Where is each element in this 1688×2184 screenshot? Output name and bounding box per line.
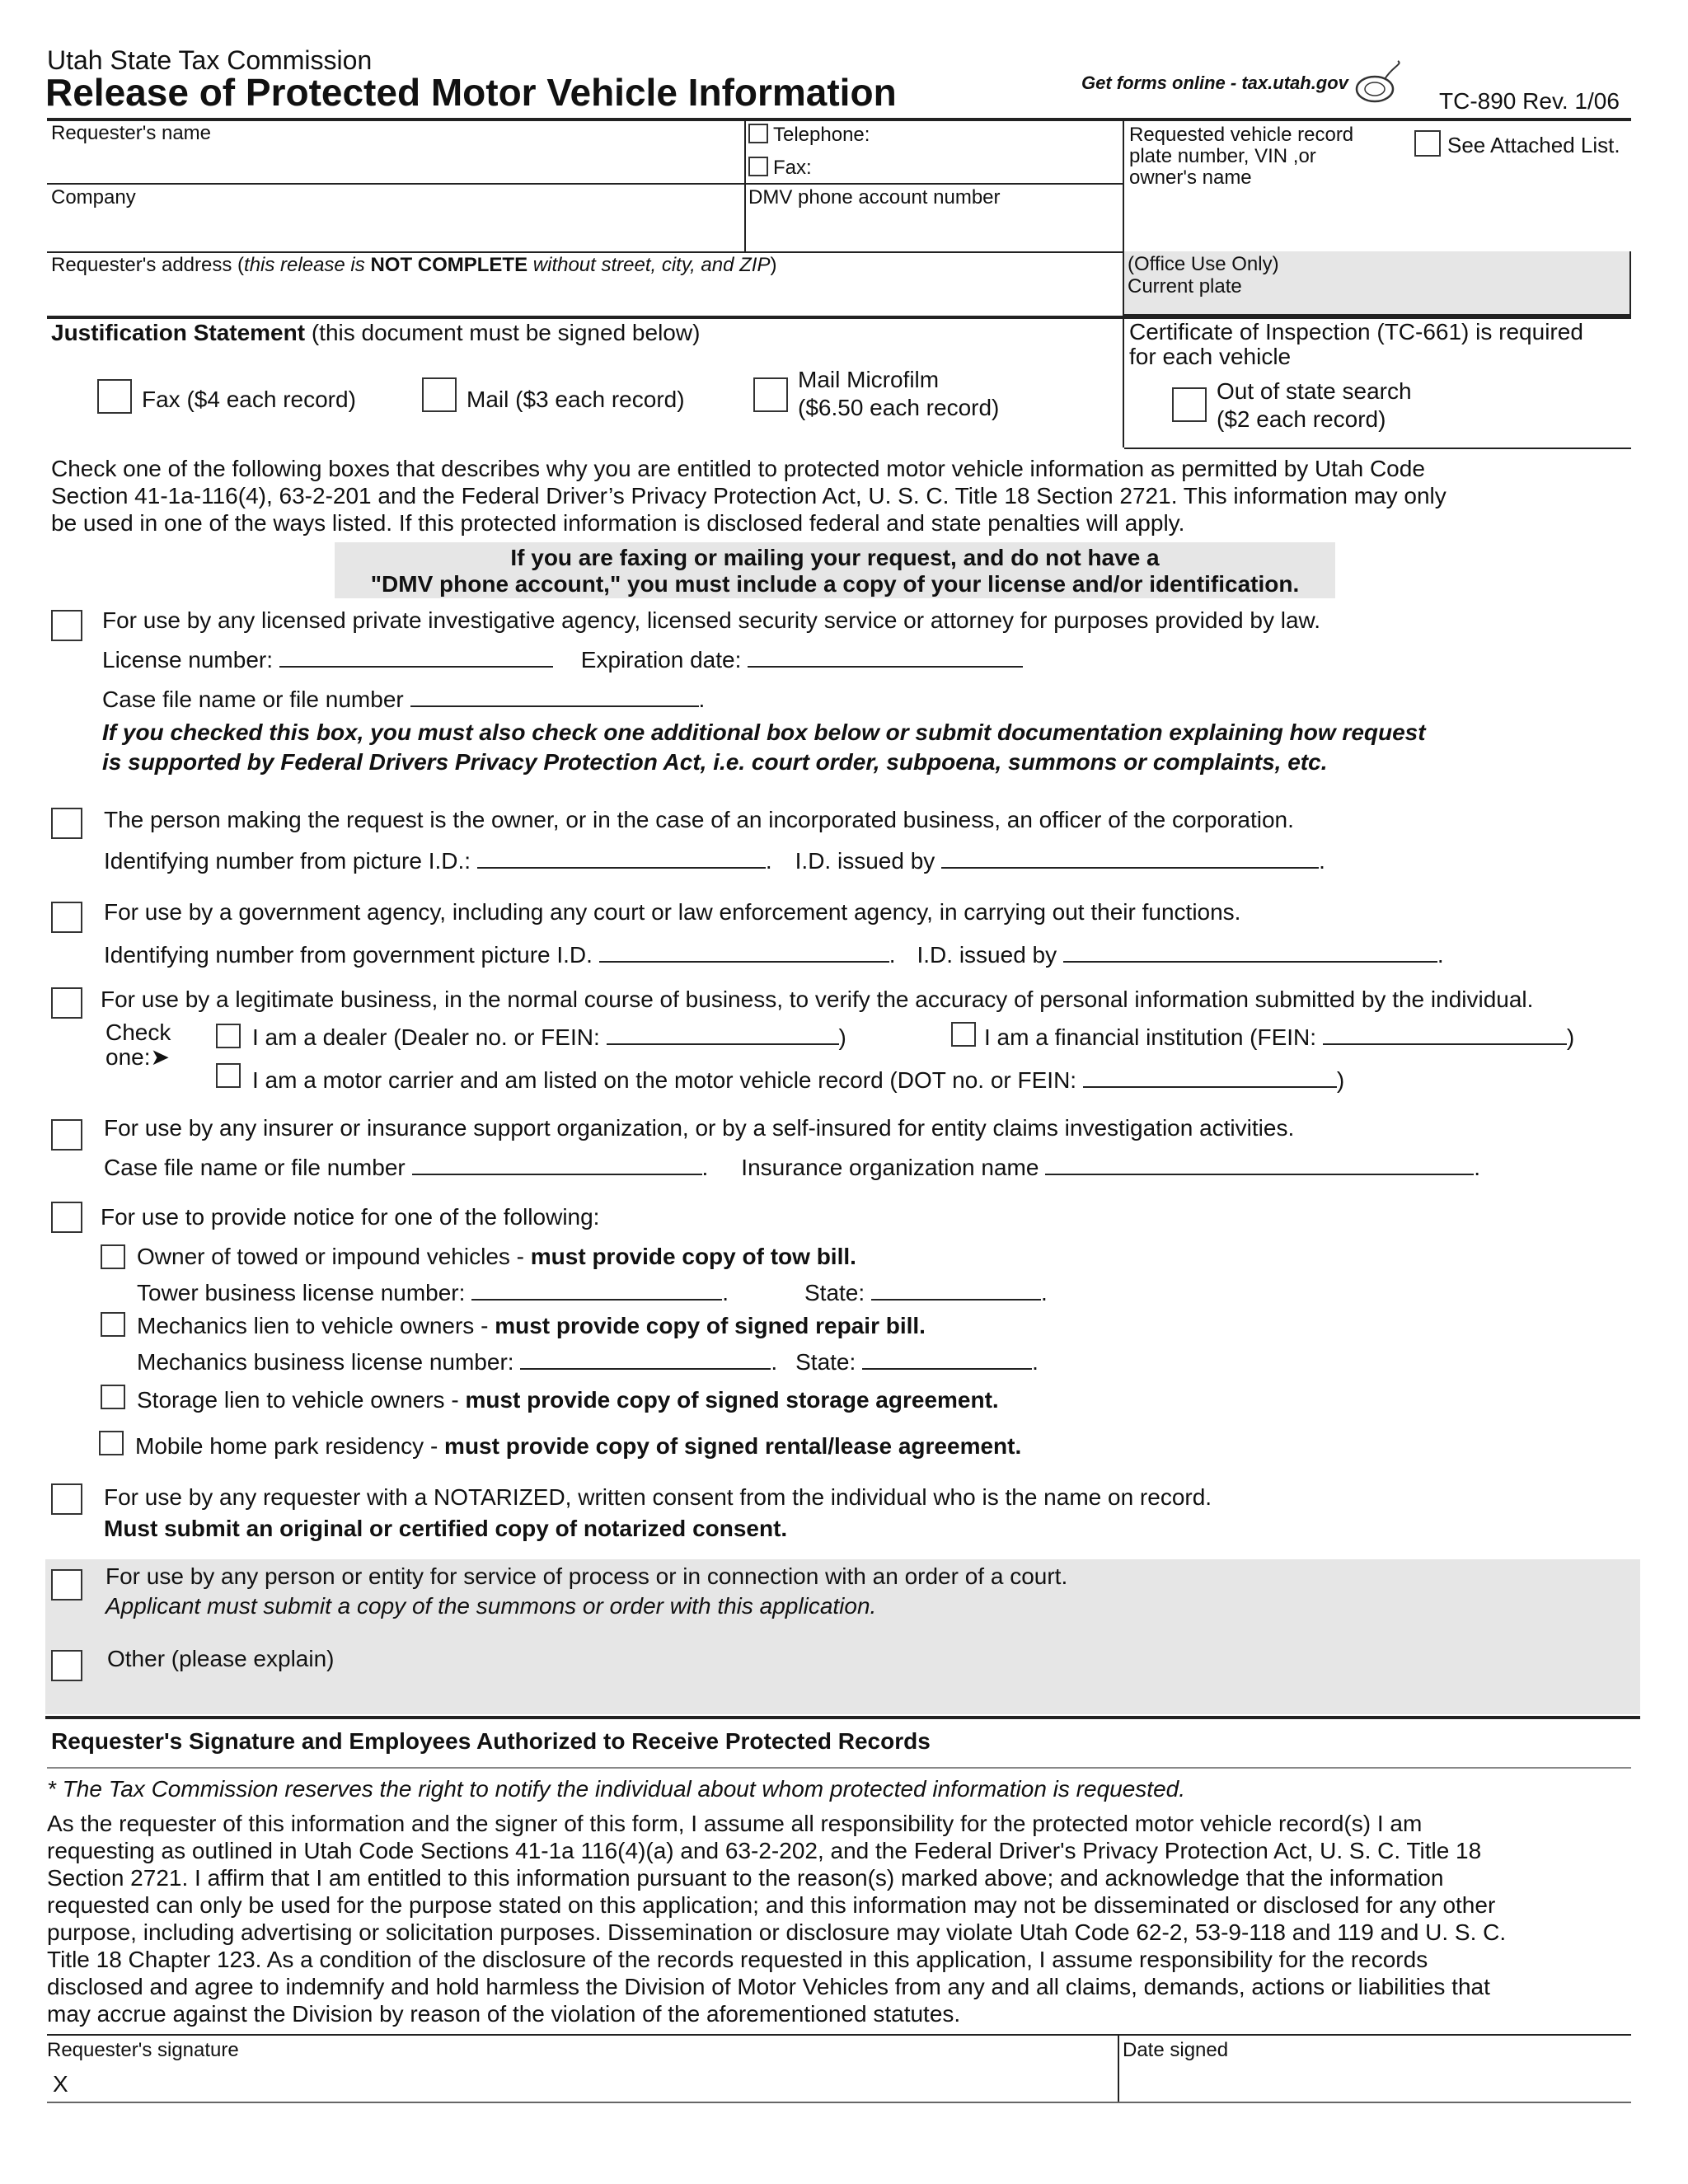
owner-label: The person making the request is the owner, or in the case of an incorporated business, an officer of the corporation. xyxy=(104,807,1294,832)
dealer-row: I am a dealer (Dealer no. or FEIN: ) xyxy=(252,1022,846,1052)
notice-line-1: If you are faxing or mailing your request, and do not have a xyxy=(510,545,1160,570)
microfilm-label-1: Mail Microfilm xyxy=(798,367,940,392)
business-checkbox[interactable] xyxy=(51,987,82,1019)
microfilm-label-2: ($6.50 each record) xyxy=(798,395,1000,420)
office-use-label: (Office Use Only) xyxy=(1128,253,1279,275)
telephone-label: Telephone: xyxy=(773,124,870,146)
motor-carrier-row: I am a motor carrier and am listed on the motor vehicle record (DOT no. or FEIN: ) xyxy=(252,1065,1344,1094)
notarized-label: For use by any requester with a NOTARIZED, written consent from the individual who is the name on record. xyxy=(104,1484,1212,1510)
gov-picture-id-field[interactable] xyxy=(599,940,889,963)
storage-checkbox[interactable] xyxy=(101,1385,125,1409)
out-of-state-checkbox[interactable] xyxy=(1172,387,1207,422)
owner-checkbox[interactable] xyxy=(51,808,82,839)
requested-record-label-1: Requested vehicle record xyxy=(1129,124,1354,146)
form-id: TC-890 Rev. 1/06 xyxy=(1439,88,1620,114)
requested-record-label-2: plate number, VIN ,or xyxy=(1129,145,1316,167)
business-label: For use by a legitimate business, in the normal course of business, to verify the accuracy of personal information submitted by the individual. xyxy=(101,987,1534,1012)
dmv-account-label: DMV phone account number xyxy=(748,186,1001,209)
notice-checkbox[interactable] xyxy=(51,1202,82,1233)
affirmation-line-5: purpose, including advertising or solicitation purposes. Dissemination or disclosure may violate Utah Code 62-2, 53-9-118 and 119 and U. S. C. xyxy=(47,1919,1507,1945)
insurer-checkbox[interactable] xyxy=(51,1119,82,1151)
check-one-label-2: one:➤ xyxy=(106,1044,170,1070)
affirmation-line-4: requested can only be used for the purpose stated on this application; and this information may not be disseminated or disclosed for any other xyxy=(47,1892,1496,1918)
financial-row: I am a financial institution (FEIN: ) xyxy=(984,1022,1574,1052)
current-plate-label: Current plate xyxy=(1128,275,1242,298)
financial-checkbox[interactable] xyxy=(951,1022,976,1047)
see-attached-checkbox[interactable] xyxy=(1414,130,1441,157)
dealer-fein-field[interactable] xyxy=(607,1022,839,1045)
investigative-label: For use by any licensed private investigative agency, licensed security service or attorney for purposes provided by law. xyxy=(102,607,1320,633)
case-file-row: Case file name or file number . xyxy=(102,684,705,714)
mobile-home-checkbox[interactable] xyxy=(99,1431,124,1455)
license-number-row: License number: Expiration date: xyxy=(102,644,1023,674)
government-checkbox[interactable] xyxy=(51,902,82,933)
dot-fein-field[interactable] xyxy=(1083,1065,1337,1088)
tower-license-field[interactable] xyxy=(471,1277,722,1301)
intro-line-3: be used in one of the ways listed. If this protected information is disclosed federal and state penalties will apply. xyxy=(51,510,1185,536)
fax-fee-checkbox[interactable] xyxy=(97,379,132,414)
dealer-checkbox[interactable] xyxy=(216,1024,241,1048)
signature-x-mark[interactable]: X xyxy=(53,2071,68,2097)
notice-label: For use to provide notice for one of the following: xyxy=(101,1204,600,1230)
other-label: Other (please explain) xyxy=(107,1646,335,1671)
intro-line-2: Section 41-1a-116(4), 63-2-201 and the Federal Driver’s Privacy Protection Act, U. S. C. Title 18 Section 2721. This information may only xyxy=(51,483,1447,509)
affirmation-line-6: Title 18 Chapter 123. As a condition of the disclosure of the records requested in this application, I assume responsibility for the records xyxy=(47,1947,1428,1972)
insurance-org-field[interactable] xyxy=(1045,1152,1474,1175)
see-attached-label: See Attached List. xyxy=(1447,133,1620,157)
agency-name: Utah State Tax Commission xyxy=(47,45,373,75)
justification-heading: Justification Statement (this document must be signed below) xyxy=(51,320,701,345)
mechanics-license-row: Mechanics business license number: . State: . xyxy=(137,1347,1039,1376)
affirmation-line-2: requesting as outlined in Utah Code Sections 41-1a 116(4)(a) and 63-2-202, and the Federal Driver's Privacy Protection Act, U. S. C. Title 18 xyxy=(47,1838,1482,1863)
towed-label: Owner of towed or impound vehicles - must provide copy of tow bill. xyxy=(137,1244,856,1269)
tower-state-field[interactable] xyxy=(871,1277,1041,1301)
mechanics-state-field[interactable] xyxy=(862,1347,1032,1370)
picture-id-field[interactable] xyxy=(477,846,766,869)
mobile-home-label: Mobile home park residency - must provide copy of signed rental/lease agreement. xyxy=(135,1433,1022,1459)
company-label: Company xyxy=(51,186,136,209)
other-checkbox[interactable] xyxy=(51,1650,82,1681)
financial-fein-field[interactable] xyxy=(1323,1022,1567,1045)
case-file-field[interactable] xyxy=(410,684,699,707)
fax-checkbox[interactable] xyxy=(748,157,768,176)
investigative-note-2: is supported by Federal Drivers Privacy Protection Act, i.e. court order, subpoena, summons or complaints, etc. xyxy=(102,749,1328,775)
signature-section-title: Requester's Signature and Employees Authorized to Receive Protected Records xyxy=(51,1728,931,1754)
fax-label: Fax: xyxy=(773,157,812,179)
expiration-date-field[interactable] xyxy=(748,644,1023,668)
motor-carrier-checkbox[interactable] xyxy=(216,1063,241,1088)
certificate-note-1: Certificate of Inspection (TC-661) is required xyxy=(1129,319,1583,344)
out-of-state-label-1: Out of state search xyxy=(1217,378,1412,404)
requested-record-label-3: owner's name xyxy=(1129,166,1252,189)
intro-line-1: Check one of the following boxes that describes why you are entitled to protected motor vehicle information as permitted by Utah Code xyxy=(51,456,1425,481)
mouse-logo-icon xyxy=(1352,58,1404,109)
mechanics-license-field[interactable] xyxy=(520,1347,771,1370)
gov-id-issued-by-field[interactable] xyxy=(1063,940,1437,963)
certificate-note-2: for each vehicle xyxy=(1129,344,1292,369)
microfilm-fee-checkbox[interactable] xyxy=(753,377,788,412)
requester-name-label: Requester's name xyxy=(51,122,212,144)
affirmation-line-8: may accrue against the Division by reason of the violation of the aforementioned statutes. xyxy=(47,2001,961,2027)
service-label: For use by any person or entity for service of process or in connection with an order of a court. xyxy=(106,1563,1068,1589)
tower-license-row: Tower business license number: . State: . xyxy=(137,1277,1048,1307)
affirmation-line-3: Section 2721. I affirm that I am entitled to this information pursuant to the reason(s) marked above; and acknowledge that the information xyxy=(47,1865,1444,1891)
notarized-checkbox[interactable] xyxy=(51,1483,82,1515)
storage-label: Storage lien to vehicle owners - must provide copy of signed storage agreement. xyxy=(137,1387,999,1413)
notarized-note: Must submit an original or certified copy of notarized consent. xyxy=(104,1516,788,1541)
insurer-label: For use by any insurer or insurance support organization, or by a self-insured for entity claims investigation activities. xyxy=(104,1115,1295,1141)
fax-fee-label: Fax ($4 each record) xyxy=(142,387,356,412)
telephone-checkbox[interactable] xyxy=(748,124,768,143)
service-note: Applicant must submit a copy of the summons or order with this application. xyxy=(106,1593,877,1619)
license-number-field[interactable] xyxy=(279,644,553,668)
insurer-case-file-field[interactable] xyxy=(412,1152,702,1175)
form-title: Release of Protected Motor Vehicle Information xyxy=(45,71,897,114)
service-checkbox[interactable] xyxy=(51,1569,82,1601)
check-one-label-1: Check xyxy=(106,1019,171,1045)
affirmation-line-7: disclosed and agree to indemnify and hold harmless the Division of Motor Vehicles from any and all claims, demands, actions or liabilities that xyxy=(47,1974,1490,1999)
out-of-state-label-2: ($2 each record) xyxy=(1217,406,1386,432)
government-label: For use by a government agency, including any court or law enforcement agency, in carrying out their functions. xyxy=(104,899,1241,925)
gov-picture-id-row: Identifying number from government picture I.D. . I.D. issued by . xyxy=(104,940,1444,969)
mechanics-checkbox[interactable] xyxy=(101,1312,125,1337)
online-link[interactable]: Get forms online - tax.utah.gov xyxy=(1081,73,1348,93)
mail-fee-label: Mail ($3 each record) xyxy=(467,387,685,412)
id-issued-by-field[interactable] xyxy=(941,846,1319,869)
affirmation-line-1: As the requester of this information and the signer of this form, I assume all responsibility for the protected motor vehicle record(s) I am xyxy=(47,1811,1423,1836)
notice-line-2: "DMV phone account," you must include a copy of your license and/or identification. xyxy=(370,571,1300,597)
reserve-note: * The Tax Commission reserves the right to notify the individual about whom protected information is requested. xyxy=(47,1776,1185,1802)
date-signed-label: Date signed xyxy=(1123,2039,1229,2061)
investigative-checkbox[interactable] xyxy=(51,610,82,641)
investigative-note-1: If you checked this box, you must also check one additional box below or submit documentation explaining how request xyxy=(102,719,1426,745)
towed-checkbox[interactable] xyxy=(101,1244,125,1269)
address-label: Requester's address (this release is NOT COMPLETE without street, city, and ZIP) xyxy=(51,254,777,276)
mail-fee-checkbox[interactable] xyxy=(422,377,457,412)
picture-id-row: Identifying number from picture I.D.: . I.D. issued by . xyxy=(104,846,1325,875)
insurer-row: Case file name or file number . Insurance organization name . xyxy=(104,1152,1480,1182)
requester-signature-label: Requester's signature xyxy=(47,2039,239,2061)
mechanics-label: Mechanics lien to vehicle owners - must provide copy of signed repair bill. xyxy=(137,1313,926,1338)
